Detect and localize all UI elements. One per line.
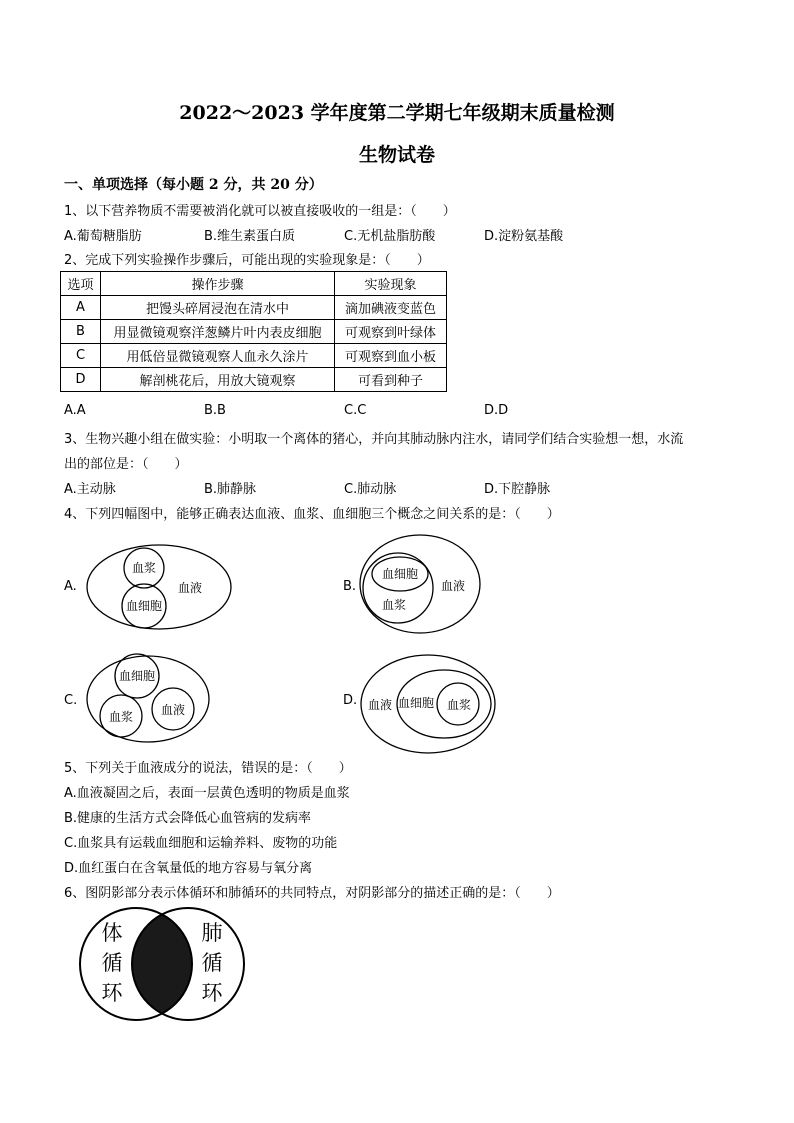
table-cell: C — [61, 344, 101, 368]
q5-option-c: C.血浆具有运载血细胞和运输养料、废物的功能 — [64, 836, 338, 851]
question-6-stem: 6、图阴影部分表示体循环和肺循环的共同特点，对阴影部分的描述正确的是：（ ） — [64, 886, 560, 901]
question-3-stem-line2: 出的部位是：（ ） — [64, 457, 188, 472]
label-blood: 血液 — [160, 703, 186, 717]
table-cell: 可观察到血小板 — [335, 344, 447, 368]
question-5-stem: 5、下列关于血液成分的说法，错误的是：（ ） — [64, 761, 352, 776]
venn-diagram-b — [358, 532, 488, 636]
q2-option-d: D.D — [484, 403, 509, 418]
q1-option-c: C.无机盐脂肪酸 — [344, 229, 436, 244]
venn-diagram-d — [358, 652, 500, 756]
pulmonary-label-char: 环 — [201, 981, 223, 1005]
label-blood: 血液 — [440, 579, 466, 593]
q3-option-b: B.肺静脉 — [204, 482, 257, 497]
q1-option-d: D.淀粉氨基酸 — [484, 229, 564, 244]
question-1-stem: 1、以下营养物质不需要被消化就可以被直接吸收的一组是：（ ） — [64, 204, 456, 219]
label-cell: 血细胞 — [381, 567, 419, 581]
table-cell: B — [61, 320, 101, 344]
table-header-row — [61, 272, 447, 296]
q3-option-a: A.主动脉 — [64, 482, 116, 497]
diagram-d-letter: D. — [343, 693, 358, 708]
label-cell: 血细胞 — [125, 599, 163, 613]
q1-option-b: B.维生素蛋白质 — [204, 229, 296, 244]
table-cell: 可看到种子 — [335, 368, 447, 392]
experiment-table — [60, 271, 447, 392]
table-cell: D — [61, 368, 101, 392]
q3-option-c: C.肺动脉 — [344, 482, 397, 497]
blood-ellipse — [87, 545, 231, 629]
venn-diagram-a — [84, 542, 234, 632]
label-cell: 血细胞 — [118, 669, 156, 683]
label-plasma: 血浆 — [381, 598, 407, 612]
diagram-a-letter: A. — [64, 579, 77, 594]
table-cell: 解剖桃花后，用放大镜观察 — [101, 368, 335, 392]
question-3-stem-line1: 3、生物兴趣小组在做实验：小明取一个离体的猪心，并向其肺动脉内注水，请同学们结合实验想一想，水流 — [64, 432, 684, 447]
circulation-venn-diagram — [70, 906, 254, 1026]
q2-option-c: C.C — [344, 403, 367, 418]
diagram-b-letter: B. — [343, 579, 357, 594]
table-cell: 可观察到叶绿体 — [335, 320, 447, 344]
question-4-stem: 4、下列四幅图中，能够正确表达血液、血浆、血细胞三个概念之间关系的是：（ ） — [64, 507, 560, 522]
table-row — [61, 368, 447, 392]
pulmonary-label-char: 肺 — [201, 921, 223, 945]
label-blood: 血液 — [367, 698, 393, 712]
table-header-cell: 实验现象 — [335, 272, 447, 296]
systemic-label-char: 环 — [101, 981, 123, 1005]
label-plasma: 血浆 — [131, 561, 157, 575]
table-cell: A — [61, 296, 101, 320]
q5-option-d: D.血红蛋白在含氧量低的地方容易与氧分离 — [64, 861, 313, 876]
label-cell: 血细胞 — [397, 696, 435, 710]
label-plasma: 血浆 — [108, 710, 134, 724]
q2-option-a: A.A — [64, 403, 86, 418]
q5-option-b: B.健康的生活方式会降低心血管病的发病率 — [64, 811, 312, 826]
table-row — [61, 296, 447, 320]
table-cell: 用低倍显微镜观察人血永久涂片 — [101, 344, 335, 368]
section-heading: 一、单项选择（每小题 2 分，共 20 分） — [64, 177, 323, 193]
diagram-c-letter: C. — [64, 693, 78, 708]
label-blood: 血液 — [177, 581, 203, 595]
q5-option-a: A.血液凝固之后，表面一层黄色透明的物质是血浆 — [64, 786, 350, 801]
q1-option-a: A.葡萄糖脂肪 — [64, 229, 142, 244]
q2-option-b: B.B — [204, 403, 226, 418]
table-cell: 把馒头碎屑浸泡在清水中 — [101, 296, 335, 320]
page-title: 2022～2023 学年度第二学期七年级期末质量检测 — [179, 102, 615, 124]
page-subtitle: 生物试卷 — [358, 144, 435, 166]
q3-option-d: D.下腔静脉 — [484, 482, 551, 497]
label-plasma: 血浆 — [446, 698, 472, 712]
venn-diagram-c — [84, 652, 212, 746]
pulmonary-label-char: 循 — [201, 951, 223, 975]
question-2-stem: 2、完成下列实验操作步骤后，可能出现的实验现象是：（ ） — [64, 253, 430, 268]
systemic-label-char: 循 — [101, 951, 123, 975]
table-cell: 用显微镜观察洋葱鳞片叶内表皮细胞 — [101, 320, 335, 344]
table-header-cell: 选项 — [61, 272, 101, 296]
table-row — [61, 344, 447, 368]
table-cell: 滴加碘液变蓝色 — [335, 296, 447, 320]
table-header-cell: 操作步骤 — [101, 272, 335, 296]
systemic-label-char: 体 — [101, 921, 123, 945]
table-row — [61, 320, 447, 344]
